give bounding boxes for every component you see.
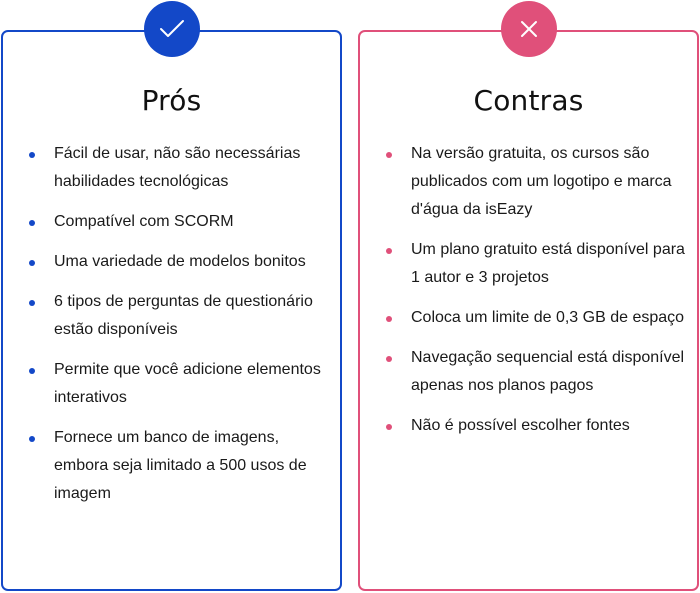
cons-card	[358, 30, 699, 591]
pros-item-text: Fácil de usar, não são necessárias habilidades tecnológicas	[54, 145, 301, 190]
cons-item-text: Na versão gratuita, os cursos são publicados com um logotipo e marca d'água da isEazy	[411, 145, 672, 218]
pros-list-item	[3, 208, 328, 236]
pros-list-item	[3, 356, 328, 412]
pros-list-item	[3, 288, 328, 344]
pros-item-text: Uma variedade de modelos bonitos	[54, 253, 306, 270]
cons-list-item	[360, 304, 685, 332]
cons-item-text: Coloca um limite de 0,3 GB de espaço	[411, 309, 685, 326]
close-x-icon	[501, 1, 557, 57]
bullet-icon	[386, 356, 392, 362]
cons-list-item	[360, 140, 685, 224]
pros-list-item	[3, 248, 328, 276]
bullet-icon	[386, 248, 392, 254]
cons-item-text: Um plano gratuito está disponível para 1 autor e 3 projetos	[411, 241, 685, 286]
bullet-icon	[29, 260, 35, 266]
checkmark-icon	[144, 1, 200, 57]
pros-card	[1, 30, 342, 591]
cons-list-item	[360, 344, 685, 400]
cons-list	[360, 140, 685, 452]
bullet-icon	[29, 436, 35, 442]
bullet-icon	[386, 152, 392, 158]
pros-list-item	[3, 140, 328, 196]
pros-title: Prós	[141, 84, 202, 117]
cons-list-item	[360, 236, 685, 292]
cons-item-text: Navegação sequencial está disponível apenas nos planos pagos	[411, 349, 685, 394]
pros-list-item	[3, 424, 328, 508]
pros-item-text: Permite que você adicione elementos interativos	[54, 361, 321, 406]
bullet-icon	[29, 220, 35, 226]
cons-item-text: Não é possível escolher fontes	[411, 417, 630, 434]
pros-item-text: 6 tipos de perguntas de questionário estão disponíveis	[54, 293, 313, 338]
bullet-icon	[386, 316, 392, 322]
bullet-icon	[29, 368, 35, 374]
pros-item-text: Fornece um banco de imagens, embora seja limitado a 500 usos de imagem	[54, 429, 307, 502]
bullet-icon	[29, 300, 35, 306]
bullet-icon	[386, 424, 392, 430]
cons-list-item	[360, 412, 685, 440]
pros-list	[3, 140, 328, 520]
bullet-icon	[29, 152, 35, 158]
cons-title: Contras	[473, 84, 584, 117]
pros-item-text: Compatível com SCORM	[54, 213, 234, 230]
